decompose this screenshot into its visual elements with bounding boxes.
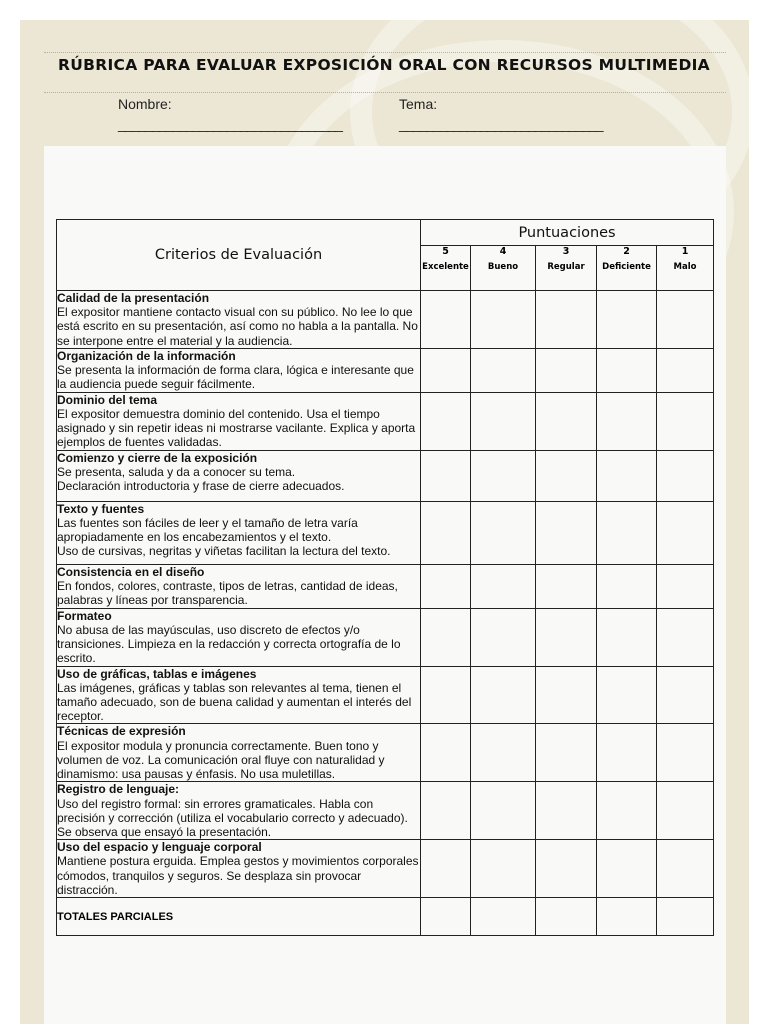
score-cell[interactable] [597,840,657,898]
criterion-cell [57,291,421,349]
score-cell[interactable] [657,392,714,450]
score-cell[interactable] [536,291,597,349]
score-value: 2 [623,246,630,257]
score-value: 4 [499,246,507,257]
score-label: Deficiente [602,262,651,272]
document-title: RÚBRICA PARA EVALUAR EXPOSICIÓN ORAL CON RECURSOS MULTIMEDIA [58,56,710,74]
score-cell[interactable] [536,724,597,782]
criterion-description: No abusa de las mayúsculas, uso discreto de efectos y/o transiciones. Limpieza en la redacción y correcta ortografía de lo escrito. [57,622,401,666]
criterion-title: Técnicas de expresión [57,724,186,739]
criterion-row [57,840,714,898]
score-cell[interactable] [597,349,657,393]
criterion-cell [57,608,421,666]
score-value: 1 [681,246,689,257]
score-label: Excelente [422,262,469,272]
criterion-row [57,608,714,666]
criterion-cell [57,782,421,840]
total-cell[interactable] [421,898,471,936]
criterion-cell [57,564,421,608]
score-cell[interactable] [597,666,657,724]
score-cell[interactable] [657,666,714,724]
criterion-description: Las imágenes, gráficas y tablas son relevantes al tema, tienen el tamaño adecuado, son de buena calidad y aumentan el interés del receptor. [57,680,412,724]
criterion-cell [57,840,421,898]
score-column-4 [471,246,536,291]
score-cell[interactable] [471,724,536,782]
total-cell[interactable] [657,898,714,936]
criterion-title: Consistencia en el diseño [57,564,205,579]
score-cell[interactable] [421,840,471,898]
criterion-description: Se presenta la información de forma clara, lógica e interesante que la audiencia puede seguir fácilmente. [57,363,414,392]
score-cell[interactable] [536,608,597,666]
score-cell[interactable] [657,501,714,564]
score-cell[interactable] [471,392,536,450]
score-cell[interactable] [421,564,471,608]
total-cell[interactable] [597,898,657,936]
score-cell[interactable] [536,349,597,393]
score-cell[interactable] [597,501,657,564]
score-cell[interactable] [597,392,657,450]
criterion-row [57,501,714,564]
criterion-row [57,392,714,450]
score-cell[interactable] [657,608,714,666]
score-cell[interactable] [536,392,597,450]
score-cell[interactable] [657,291,714,349]
criterion-row [57,349,714,393]
score-cell[interactable] [597,724,657,782]
score-value: 5 [442,246,449,257]
criterion-row [57,666,714,724]
score-cell[interactable] [536,564,597,608]
score-cell[interactable] [657,349,714,393]
tema-label: Tema: [399,96,438,112]
nombre-label: Nombre: [118,96,172,112]
criterion-cell [57,724,421,782]
score-cell[interactable] [471,291,536,349]
score-cell[interactable] [597,450,657,501]
criterion-title: Dominio del tema [57,392,158,407]
criterion-description: Mantiene postura erguida. Emplea gestos y movimientos corporales cómodos, tranquilos y seguros. Se desplaza sin provocar distracción. [57,854,419,897]
score-cell[interactable] [536,782,597,840]
score-label: Malo [673,262,697,272]
score-cell[interactable] [536,501,597,564]
criterion-title: Comienzo y cierre de la exposición [57,450,258,465]
total-cell[interactable] [471,898,536,936]
total-cell[interactable] [536,898,597,936]
score-cell[interactable] [471,564,536,608]
score-cell[interactable] [597,782,657,840]
criterion-title: Formateo [57,608,112,623]
score-cell[interactable] [536,450,597,501]
criterion-title: Organización de la información [57,349,236,363]
criterion-description: En fondos, colores, contraste, tipos de letras, cantidad de ideas, palabras y líneas por transparencia. [57,578,398,608]
criterion-title: Uso de gráficas, tablas e imágenes [57,666,257,681]
criterion-cell [57,501,421,564]
score-cell[interactable] [421,608,471,666]
divider [44,92,726,93]
score-label: Bueno [487,262,519,272]
criteria-header: Criterios de Evaluación [57,220,421,291]
score-cell[interactable] [421,782,471,840]
criterion-cell [57,349,421,393]
score-cell[interactable] [471,840,536,898]
score-cell[interactable] [471,608,536,666]
score-cell[interactable] [657,564,714,608]
criterion-description: Las fuentes son fáciles de leer y el tamaño de letra varía apropiadamente en los encabezamientos y el texto. Uso de cursivas, negritas y viñetas facilitan la lectura del texto. [57,515,391,559]
score-cell[interactable] [471,450,536,501]
score-label: Regular [547,262,585,272]
score-cell[interactable] [536,840,597,898]
criterion-description: El expositor mantiene contacto visual con su público. No lee lo que está escrito en su presentación, así como no habla a la pantalla. No se interpone entre el material y la audiencia. [57,305,418,348]
criterion-title: Registro de lenguaje: [57,782,180,797]
criterion-row [57,450,714,501]
score-cell[interactable] [471,501,536,564]
score-cell[interactable] [421,392,471,450]
nombre-line: _________________________________ [118,116,342,132]
criterion-row [57,782,714,840]
criterion-title: Uso del espacio y lenguaje corporal [57,840,262,855]
score-cell[interactable] [471,349,536,393]
score-column-5 [421,246,471,291]
rubric-table [56,219,714,936]
score-cell[interactable] [536,666,597,724]
divider [44,52,726,53]
criterion-description: Se presenta, saluda y da a conocer su tema. Declaración introductoria y frase de cierre adecuados. [57,464,345,494]
score-column-3 [536,246,597,291]
criterion-cell [57,450,421,501]
criterion-description: Uso del registro formal: sin errores gramaticales. Habla con precisión y corrección (utiliza el vocabulario correcto y adecuado). Se observa que ensayó la presentación. [57,796,408,840]
criterion-title: Calidad de la presentación [57,291,210,305]
criterion-title: Texto y fuentes [57,501,145,516]
score-cell[interactable] [421,724,471,782]
criterion-description: El expositor modula y pronuncia correctamente. Buen tono y volumen de voz. La comunicación oral fluye con naturalidad y dinamismo: usa pausas y énfasis. No usa muletillas. [57,738,385,782]
totals-row [57,898,714,936]
score-cell[interactable] [421,450,471,501]
scores-header: Puntuaciones [421,220,714,246]
criterion-cell [57,666,421,724]
criterion-row [57,724,714,782]
score-cell[interactable] [657,840,714,898]
criterion-cell [57,392,421,450]
score-cell[interactable] [471,666,536,724]
score-cell[interactable] [657,450,714,501]
score-cell[interactable] [657,782,714,840]
score-cell[interactable] [597,291,657,349]
tema-line: ______________________________ [399,116,603,132]
rubric-body [57,291,714,936]
score-cell[interactable] [597,564,657,608]
score-cell[interactable] [657,724,714,782]
score-cell[interactable] [421,349,471,393]
score-cell[interactable] [597,608,657,666]
score-column-2 [597,246,657,291]
score-cell[interactable] [421,666,471,724]
score-cell[interactable] [471,782,536,840]
criterion-row [57,564,714,608]
criterion-description: El expositor demuestra dominio del contenido. Usa el tiempo asignado y sin repetir ideas ni mostrarse vacilante. Explica y aporta ejemplos de fuentes validadas. [57,406,416,450]
score-cell[interactable] [421,291,471,349]
criterion-row [57,291,714,349]
score-value: 3 [562,246,570,257]
totals-label: TOTALES PARCIALES [57,898,421,936]
score-cell[interactable] [421,501,471,564]
score-column-1 [657,246,714,291]
